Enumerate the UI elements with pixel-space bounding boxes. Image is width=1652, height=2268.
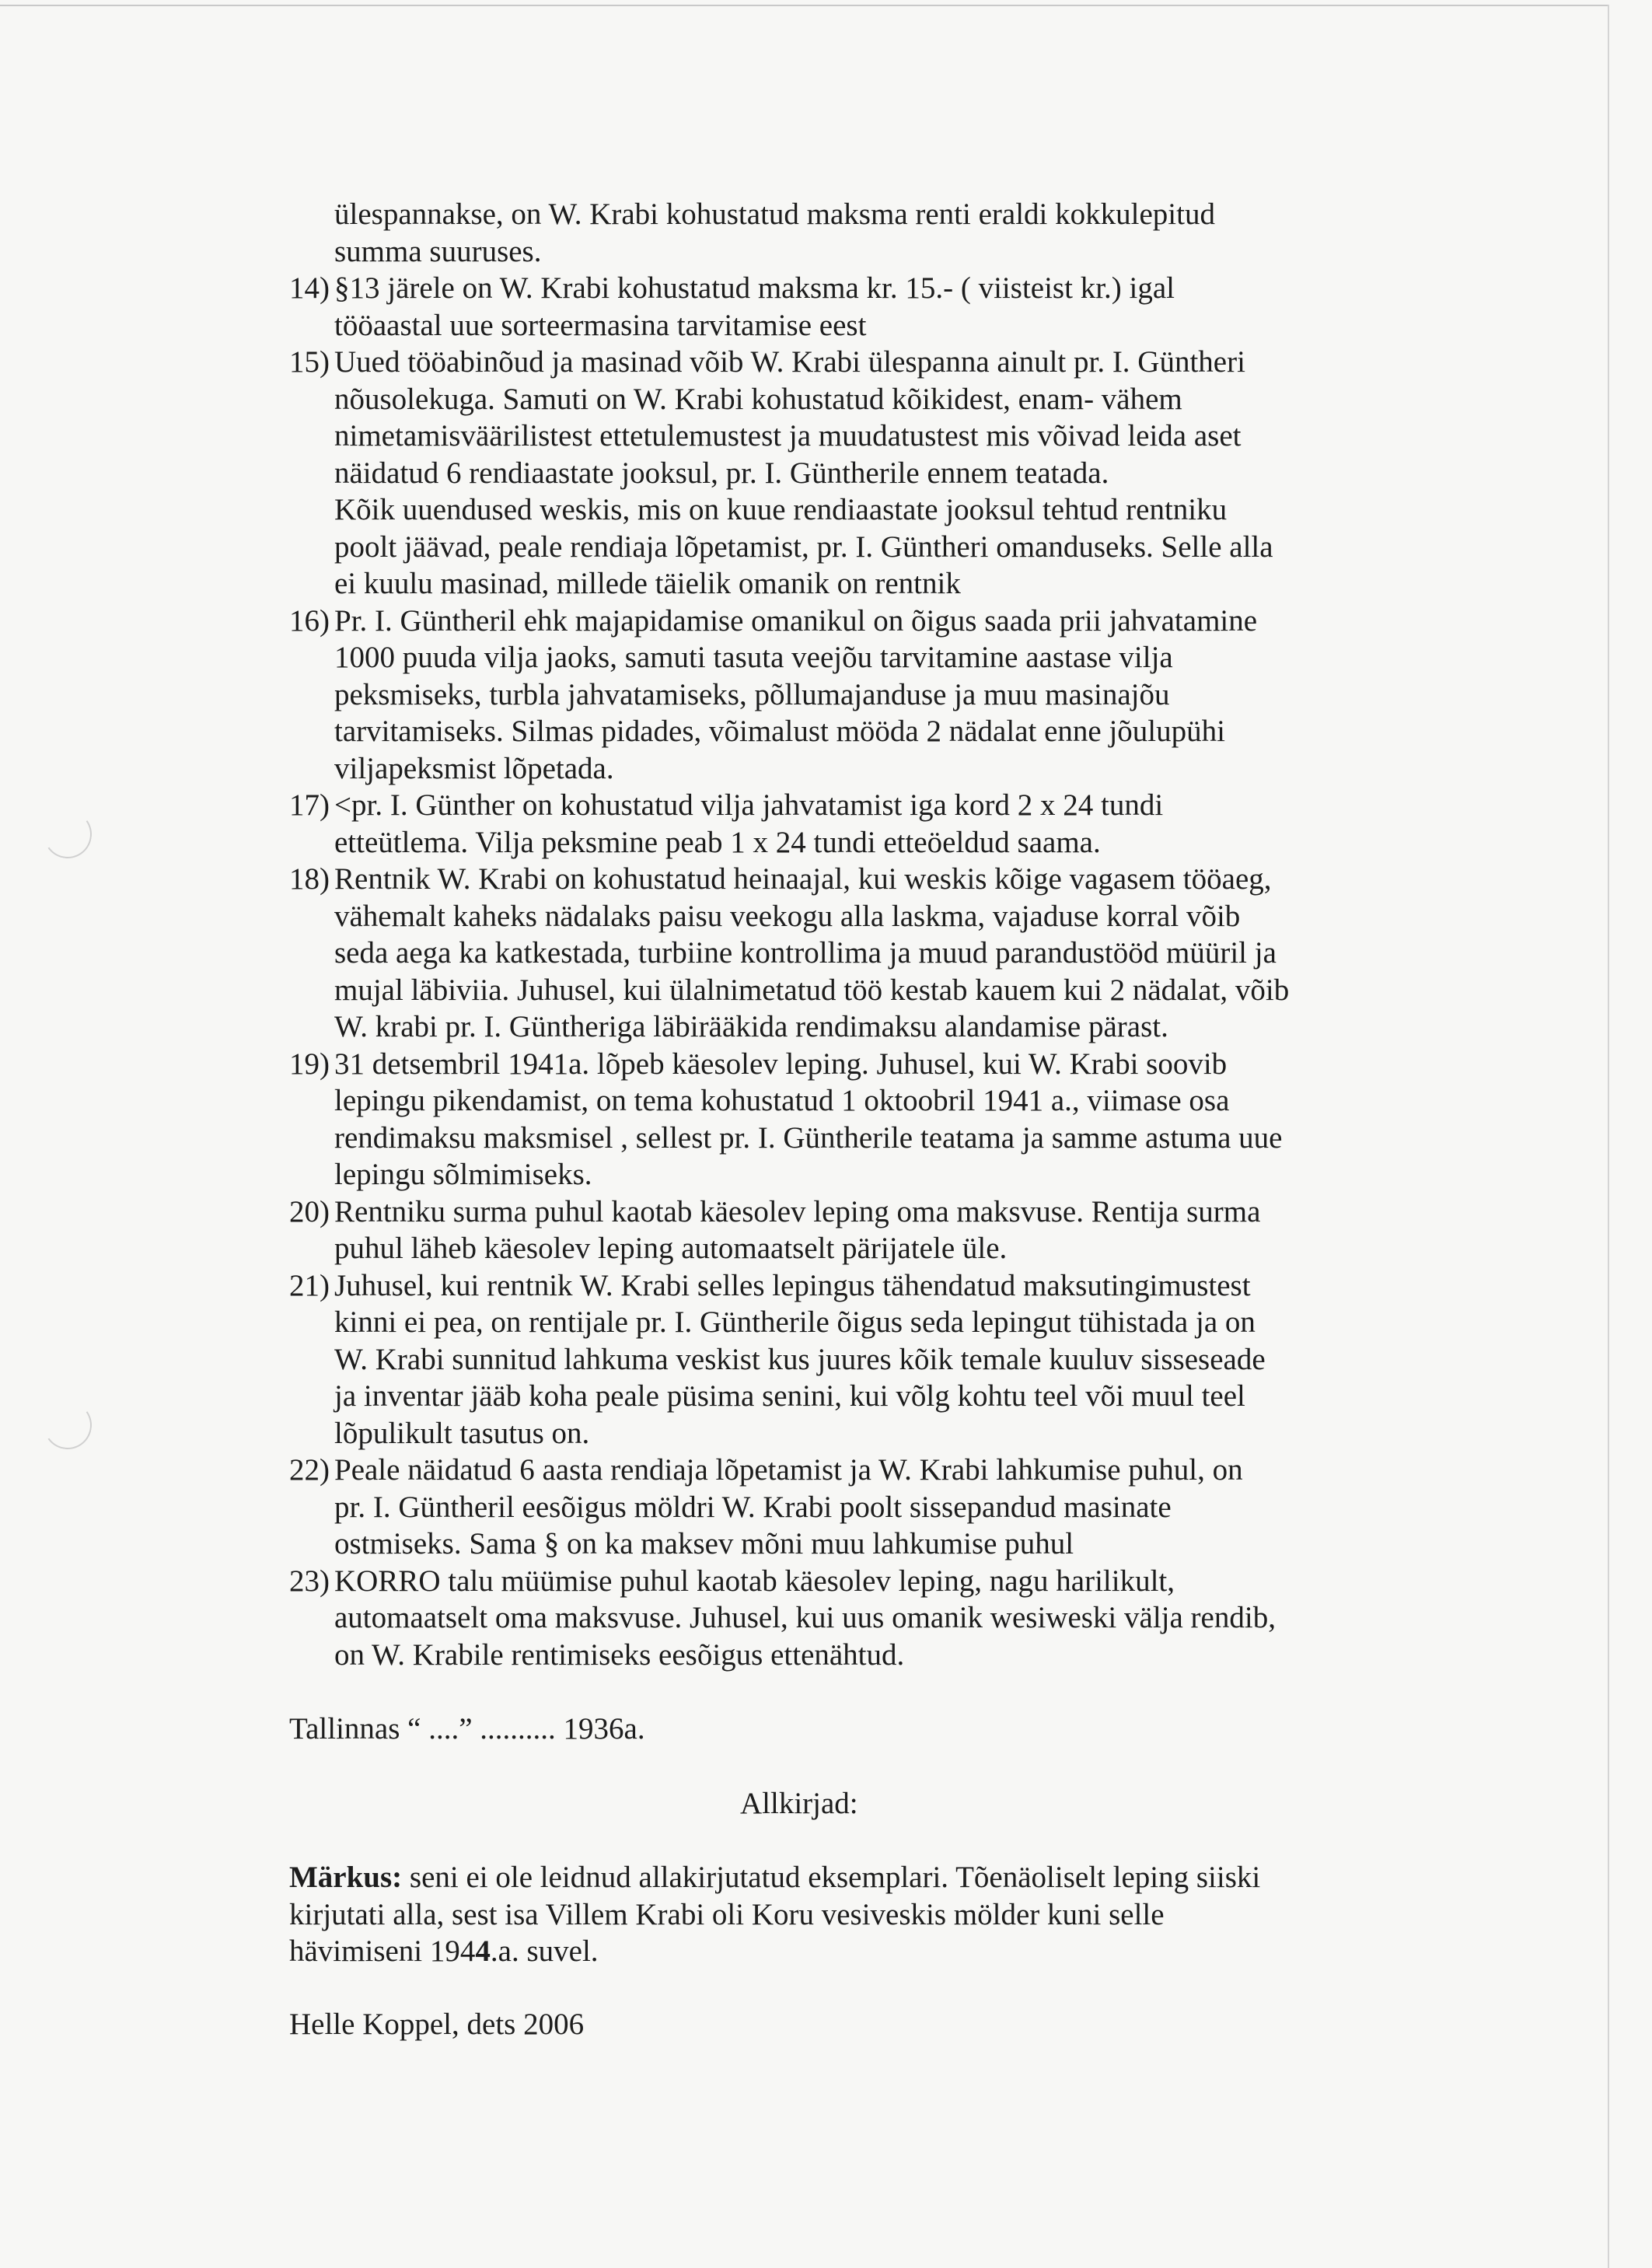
clause-20 [289, 1193, 1362, 1267]
clause-22 [289, 1452, 1362, 1563]
page-top-edge [0, 5, 1609, 6]
text-line: ja inventar jääb koha peale püsima senini, kui võlg kohtu teel või muul teel [334, 1379, 1245, 1413]
document-body [289, 196, 1362, 2043]
clause-number: 14) [289, 271, 330, 305]
text-line: ostmiseks. Sama § on ka maksev mõni muu lahkumise puhul [334, 1527, 1074, 1560]
text-line: lepingu pikendamist, on tema kohustatud 1 oktoobril 1941 a., viimase osa [334, 1084, 1230, 1117]
note-text: .a. suvel. [490, 1934, 599, 1968]
text-line: tööaastal uue sorteermasina tarvitamise eest [334, 308, 867, 342]
clause-number: 18) [289, 862, 330, 896]
note-line-3 [289, 1933, 1362, 1970]
text-line: näidatud 6 rendiaastate jooksul, pr. I. Güntherile ennem teatada. [334, 456, 1109, 490]
text-line: Kõik uuendused weskis, mis on kuue rendiaastate jooksul tehtud rentniku [334, 493, 1228, 526]
text-line: pr. I. Güntheril eesõigus möldri W. Krabi poolt sissepandud masinate [334, 1490, 1172, 1524]
text-line: Uued tööabinõud ja masinad võib W. Krabi ülespanna ainult pr. I. Güntheri [334, 345, 1245, 379]
clause-19 [289, 1046, 1362, 1193]
clause-number: 17) [289, 788, 330, 822]
place-date-line: Tallinnas “ ....” .......... 1936a. [289, 1712, 645, 1746]
text-line: rendimaksu maksmisel , sellest pr. I. Güntherile teatama ja samme astuma uue [334, 1120, 1283, 1155]
clause-18 [289, 861, 1362, 1046]
text-line: Peale näidatud 6 aasta rendiaja lõpetamist ja W. Krabi lahkumise puhul, on [334, 1453, 1243, 1487]
text-line: lõpulikult tasutus on. [334, 1416, 590, 1450]
text-line: puhul läheb käesolev leping automaatselt pärijatele üle. [334, 1232, 1008, 1265]
text-line: on W. Krabile rentimiseks eesõigus ettenähtud. [334, 1637, 905, 1672]
note-text: seni ei ole leidnud allakirjutatud eksemplari. Tõenäoliselt leping siiski [409, 1861, 1261, 1894]
author-line: Helle Koppel, dets 2006 [289, 2007, 585, 2041]
clause-16 [289, 603, 1362, 788]
signatures-label: Allkirjad: [740, 1786, 858, 1820]
note-label: Märkus: [289, 1861, 403, 1894]
text-line: automaatselt oma maksvuse. Juhusel, kui uus omanik wesiweski välja rendib, [334, 1601, 1276, 1634]
text-line: summa suuruses. [334, 234, 542, 268]
clause-17 [289, 787, 1362, 861]
text-line: kinni ei pea, on rentijale pr. I. Güntherile õigus seda lepingut tühistada ja on [334, 1305, 1256, 1339]
clause-number: 22) [289, 1453, 330, 1487]
text-line: Juhusel, kui rentnik W. Krabi selles lepingus tähendatud maksutingimustest [334, 1268, 1251, 1302]
text-line: nimetamisväärilistest ettetulemustest ja muudatustest mis võivad leida aset [334, 419, 1242, 453]
clause-23 [289, 1563, 1362, 1674]
text-line: tarvitamiseks. Silmas pidades, võimalust mööda 2 nädalat enne jõulupühi [334, 715, 1225, 748]
text-line: poolt jäävad, peale rendiaja lõpetamist, pr. I. Güntheri omanduseks. Selle alla [334, 529, 1273, 564]
clause-number: 15) [289, 345, 330, 379]
punch-hole-upper [40, 806, 96, 862]
corrected-digit: 4 [475, 1934, 491, 1968]
text-line: Rentnik W. Krabi on kohustatud heinaajal, kui weskis kõige vagasem tööaeg, [334, 862, 1272, 896]
text-line: 31 detsembril 1941a. lõpeb käesolev leping. Juhusel, kui W. Krabi soovib [334, 1047, 1228, 1081]
clause-number: 19) [289, 1047, 330, 1081]
note-line-1 [289, 1859, 1362, 1896]
page-right-edge [1608, 5, 1609, 2268]
clause-15 [289, 344, 1362, 603]
text-line: KORRO talu müümise puhul kaotab käesolev leping, nagu harilikult, [334, 1564, 1175, 1598]
text-line: ülespannakse, on W. Krabi kohustatud maksma renti eraldi kokkulepitud [334, 197, 1215, 231]
text-line: peksmiseks, turbla jahvatamiseks, põllumajanduse ja muu masinajõu [334, 677, 1170, 711]
note-paragraph [289, 1859, 1362, 1970]
continuation-paragraph [289, 196, 1362, 270]
clause-number: 16) [289, 603, 330, 638]
note-line-2: kirjutati alla, sest isa Villem Krabi oli Koru vesiveskis mölder kuni selle [289, 1897, 1165, 1931]
text-line: §13 järele on W. Krabi kohustatud maksma kr. 15.- ( viisteist kr.) igal [334, 271, 1175, 305]
clause-number: 21) [289, 1268, 330, 1302]
text-line: mujal läbiviia. Juhusel, kui ülalnimetatud töö kestab kauem kui 2 nädalat, võib [334, 973, 1290, 1007]
clause-number: 23) [289, 1564, 330, 1598]
text-line: Pr. I. Güntheril ehk majapidamise omanikul on õigus saada prii jahvatamine [334, 603, 1258, 638]
text-line: Rentniku surma puhul kaotab käesolev leping oma maksvuse. Rentija surma [334, 1194, 1261, 1228]
text-line: seda aega ka katkestada, turbiine kontrollima ja muud parandustööd müüril ja [334, 936, 1277, 970]
text-line: lepingu sõlmimiseks. [334, 1158, 592, 1191]
punch-hole-lower [40, 1397, 96, 1453]
note-text: hävimiseni 194 [289, 1934, 476, 1968]
clause-number: 20) [289, 1194, 330, 1228]
text-line: viljapeksmist lõpetada. [334, 751, 614, 785]
text-line: W. krabi pr. I. Güntheriga läbirääkida rendimaksu alandamise pärast. [334, 1010, 1168, 1043]
text-line: vähemalt kaheks nädalaks paisu veekogu alla laskma, vajaduse korral võib [334, 899, 1241, 933]
text-line: W. Krabi sunnitud lahkuma veskist kus juures kõik temale kuuluv sisseseade [334, 1342, 1266, 1376]
text-line: <pr. I. Günther on kohustatud vilja jahvatamist iga kord 2 x 24 tundi [334, 788, 1164, 822]
text-line: nõusolekuga. Samuti on W. Krabi kohustatud kõikidest, enam- vähem [334, 382, 1182, 416]
text-line: ei kuulu masinad, millede täielik omanik on rentnik [334, 567, 961, 600]
text-line: etteütlema. Vilja peksmine peab 1 x 24 tundi etteöeldud saama. [334, 825, 1101, 859]
text-line: 1000 puuda vilja jaoks, samuti tasuta veejõu tarvitamine aastase vilja [334, 641, 1173, 674]
clause-14 [289, 270, 1362, 344]
clause-21 [289, 1267, 1362, 1452]
